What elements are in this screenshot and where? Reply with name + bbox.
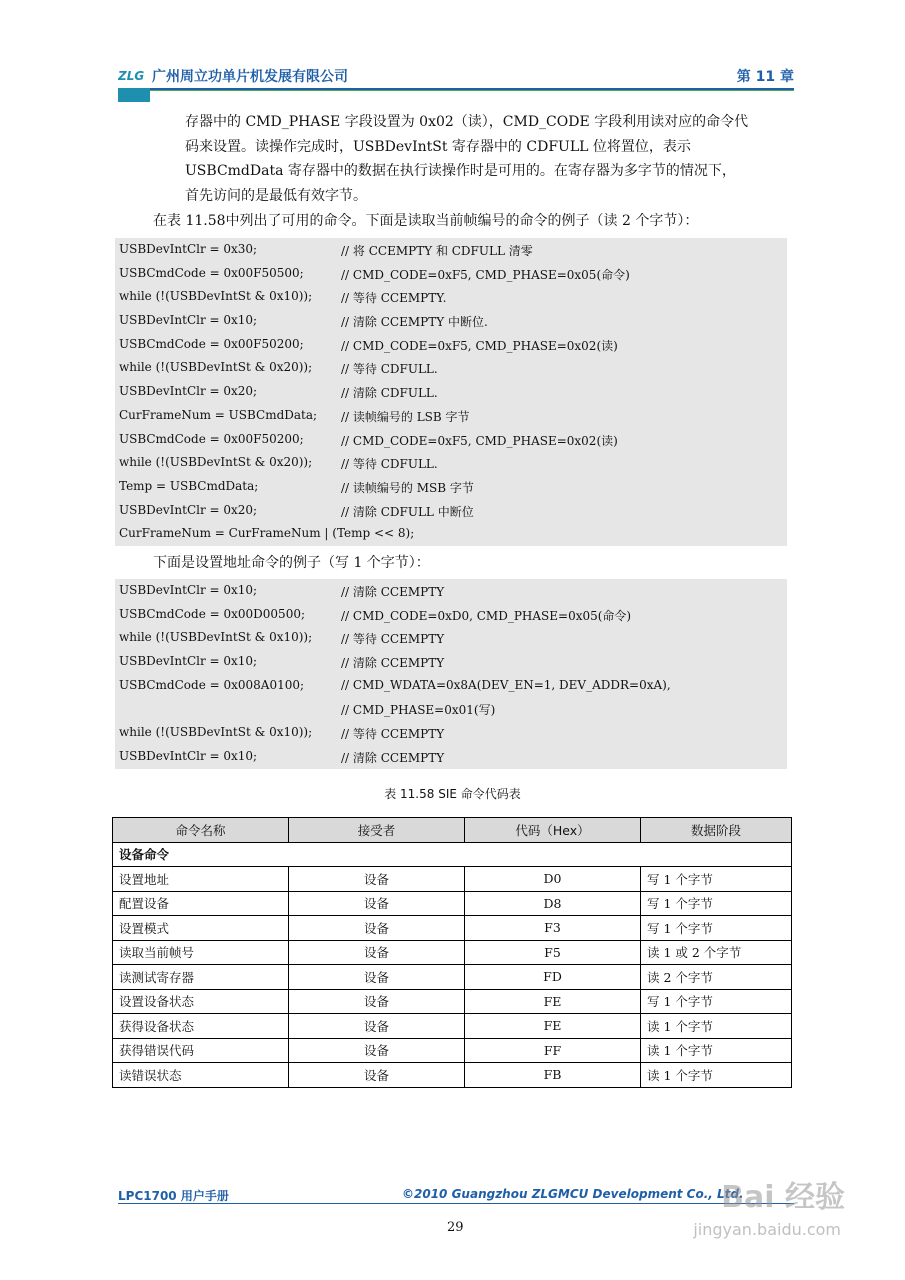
table-row xyxy=(113,891,792,916)
intro-read-frame: 在表 11.58中列出了可用的命令。下面是读取当前帧编号的命令的例子（读 2 个字节）： xyxy=(153,213,699,229)
code-statement: Temp = USBCmdData; xyxy=(119,478,259,493)
command-name-cell: 读测试寄存器 xyxy=(113,965,289,990)
table-row xyxy=(113,1038,792,1063)
code-statement: while (!(USBDevIntSt & 0x10)); xyxy=(119,725,313,740)
recipient-cell: 设备 xyxy=(289,867,465,892)
table-row xyxy=(113,916,792,941)
code-comment: // CMD_CODE=0xF5, CMD_PHASE=0x05(命令) xyxy=(341,267,630,282)
code-line xyxy=(115,674,787,698)
code-line xyxy=(115,522,787,546)
code-line xyxy=(115,475,787,499)
code-comment: // 清除 CCEMPTY xyxy=(341,656,445,671)
code-comment: // 等待 CCEMPTY. xyxy=(341,291,447,306)
header-green-rule xyxy=(150,90,794,91)
table-section-row xyxy=(113,842,792,867)
sie-command-table xyxy=(112,817,792,1088)
table-caption: 表 11.58 SIE 命令代码表 xyxy=(384,787,521,801)
code-line xyxy=(115,451,787,475)
code-cell: FE xyxy=(465,1014,641,1039)
code-cell: FE xyxy=(465,989,641,1014)
code-line xyxy=(115,238,787,262)
code-statement: USBDevIntClr = 0x20; xyxy=(119,384,258,399)
command-name-cell: 配置设备 xyxy=(113,891,289,916)
recipient-cell: 设备 xyxy=(289,1014,465,1039)
data-phase-cell: 写 1 个字节 xyxy=(641,867,792,892)
code-comment: // 读帧编号的 LSB 字节 xyxy=(341,409,470,424)
code-line xyxy=(115,745,787,769)
code-block-set-address xyxy=(115,579,787,769)
code-statement: USBCmdCode = 0x00F50500; xyxy=(119,265,304,280)
paragraph-line: 码来设置。读操作完成时，USBDevIntSt 寄存器中的 CDFULL 位将置位，表示 xyxy=(185,138,691,155)
page-number: 29 xyxy=(447,1220,464,1235)
watermark-url: jingyan.baidu.com xyxy=(693,1220,841,1239)
code-line xyxy=(115,499,787,523)
table-row xyxy=(113,940,792,965)
code-comment: // 清除 CCEMPTY xyxy=(341,750,445,765)
code-line xyxy=(115,309,787,333)
code-statement: while (!(USBDevIntSt & 0x10)); xyxy=(119,289,313,304)
data-phase-cell: 读 1 个字节 xyxy=(641,1038,792,1063)
code-statement: USBDevIntClr = 0x10; xyxy=(119,313,258,328)
code-comment: // 等待 CCEMPTY xyxy=(341,632,445,647)
table-row xyxy=(113,1014,792,1039)
code-comment: // CMD_CODE=0xF5, CMD_PHASE=0x02(读) xyxy=(341,338,618,353)
table-row xyxy=(113,965,792,990)
recipient-cell: 设备 xyxy=(289,989,465,1014)
code-statement: CurFrameNum = CurFrameNum | (Temp << 8); xyxy=(119,526,415,541)
body-paragraph xyxy=(185,110,785,208)
code-statement: USBDevIntClr = 0x10; xyxy=(119,748,258,763)
code-comment: // 清除 CDFULL. xyxy=(341,386,438,401)
intro-set-address: 下面是设置地址命令的例子（写 1 个字节）： xyxy=(153,555,430,571)
watermark-brand: Bai 经验 xyxy=(721,1180,845,1215)
code-block-read-frame xyxy=(115,238,787,546)
command-name-cell: 读取当前帧号 xyxy=(113,940,289,965)
code-line xyxy=(115,721,787,745)
footer-rule xyxy=(118,1203,794,1204)
code-comment: // 将 CCEMPTY 和 CDFULL 清零 xyxy=(341,244,533,258)
table-row xyxy=(113,1063,792,1088)
data-phase-cell: 读 1 个字节 xyxy=(641,1014,792,1039)
chapter-label: 第 11 章 xyxy=(736,69,794,85)
logo-text: ZLG xyxy=(118,69,145,83)
data-phase-cell: 读 1 或 2 个字节 xyxy=(641,940,792,965)
footer-copyright: ©2010 Guangzhou ZLGMCU Development Co., Ltd. xyxy=(402,1187,744,1201)
code-cell: D8 xyxy=(465,891,641,916)
recipient-cell: 设备 xyxy=(289,940,465,965)
column-header: 接受者 xyxy=(289,818,465,843)
data-phase-cell: 写 1 个字节 xyxy=(641,916,792,941)
footer-manual-title: LPC1700 用户手册 xyxy=(118,1189,229,1203)
code-line xyxy=(115,603,787,627)
code-comment: // 等待 CDFULL. xyxy=(341,362,438,377)
command-name-cell: 设置地址 xyxy=(113,867,289,892)
command-name-cell: 获得设备状态 xyxy=(113,1014,289,1039)
code-line xyxy=(115,285,787,309)
code-statement: USBCmdCode = 0x008A0100; xyxy=(119,677,305,692)
code-comment: // 等待 CDFULL. xyxy=(341,457,438,472)
header-accent-block xyxy=(118,88,150,102)
code-statement: USBDevIntClr = 0x10; xyxy=(119,654,258,669)
code-statement: while (!(USBDevIntSt & 0x10)); xyxy=(119,630,313,645)
code-cell: F5 xyxy=(465,940,641,965)
column-header: 代码（Hex） xyxy=(465,818,641,843)
paragraph-line: USBCmdData 寄存器中的数据在执行读操作时是可用的。在寄存器为多字节的情况下， xyxy=(185,163,736,179)
command-name-cell: 读错误状态 xyxy=(113,1063,289,1088)
code-statement: USBCmdCode = 0x00F50200; xyxy=(119,431,304,446)
recipient-cell: 设备 xyxy=(289,1063,465,1088)
column-header: 数据阶段 xyxy=(641,818,792,843)
code-comment: // 读帧编号的 MSB 字节 xyxy=(341,480,474,495)
company-name: 广州周立功单片机发展有限公司 xyxy=(152,69,348,85)
code-line xyxy=(115,380,787,404)
data-phase-cell: 读 1 个字节 xyxy=(641,1063,792,1088)
code-comment: // 等待 CCEMPTY xyxy=(341,727,445,742)
data-phase-cell: 写 1 个字节 xyxy=(641,989,792,1014)
code-statement: USBCmdCode = 0x00D00500; xyxy=(119,606,305,621)
section-label: 设备命令 xyxy=(113,842,792,867)
recipient-cell: 设备 xyxy=(289,916,465,941)
code-comment: // 清除 CCEMPTY 中断位. xyxy=(341,315,488,330)
table-row xyxy=(113,867,792,892)
code-line xyxy=(115,404,787,428)
table-header-row xyxy=(113,818,792,843)
zlg-logo-icon xyxy=(118,67,148,83)
code-line xyxy=(115,650,787,674)
code-statement: USBDevIntClr = 0x10; xyxy=(119,583,258,597)
command-name-cell: 设置设备状态 xyxy=(113,989,289,1014)
code-cell: D0 xyxy=(465,867,641,892)
code-line xyxy=(115,697,787,721)
code-statement: USBCmdCode = 0x00F50200; xyxy=(119,336,304,351)
table-row xyxy=(113,989,792,1014)
recipient-cell: 设备 xyxy=(289,891,465,916)
code-statement: while (!(USBDevIntSt & 0x20)); xyxy=(119,360,313,375)
code-cell: FF xyxy=(465,1038,641,1063)
code-cell: FD xyxy=(465,965,641,990)
data-phase-cell: 读 2 个字节 xyxy=(641,965,792,990)
code-line xyxy=(115,333,787,357)
code-comment: // CMD_WDATA=0x8A(DEV_EN=1, DEV_ADDR=0xA), xyxy=(341,677,671,692)
code-statement: USBDevIntClr = 0x30; xyxy=(119,242,258,256)
page-header xyxy=(118,64,794,88)
code-line xyxy=(115,626,787,650)
column-header: 命令名称 xyxy=(113,818,289,843)
command-name-cell: 获得错误代码 xyxy=(113,1038,289,1063)
code-line xyxy=(115,428,787,452)
paragraph-line: 存器中的 CMD_PHASE 字段设置为 0x02（读），CMD_CODE 字段利用读对应的命令代 xyxy=(185,114,749,130)
code-comment: // CMD_PHASE=0x01(写) xyxy=(341,703,496,718)
recipient-cell: 设备 xyxy=(289,1038,465,1063)
code-cell: FB xyxy=(465,1063,641,1088)
command-name-cell: 设置模式 xyxy=(113,916,289,941)
code-comment: // CMD_CODE=0xD0, CMD_PHASE=0x05(命令) xyxy=(341,608,632,623)
code-cell: F3 xyxy=(465,916,641,941)
paragraph-line: 首先访问的是最低有效字节。 xyxy=(185,187,367,204)
code-statement: CurFrameNum = USBCmdData; xyxy=(119,407,318,422)
code-line xyxy=(115,579,787,603)
code-line xyxy=(115,262,787,286)
code-comment: // 清除 CDFULL 中断位 xyxy=(341,504,474,519)
code-comment: // CMD_CODE=0xF5, CMD_PHASE=0x02(读) xyxy=(341,433,618,448)
data-phase-cell: 写 1 个字节 xyxy=(641,891,792,916)
code-comment: // 清除 CCEMPTY xyxy=(341,585,445,599)
recipient-cell: 设备 xyxy=(289,965,465,990)
code-statement: USBDevIntClr = 0x20; xyxy=(119,502,258,517)
code-line xyxy=(115,356,787,380)
code-statement: while (!(USBDevIntSt & 0x20)); xyxy=(119,455,313,470)
